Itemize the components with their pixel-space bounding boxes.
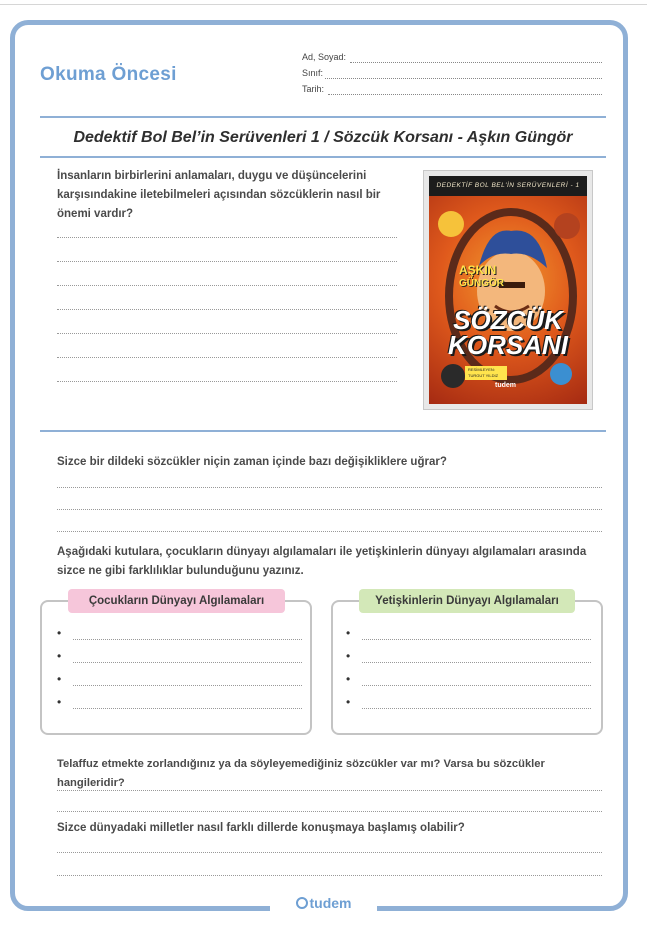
answer-line[interactable] — [57, 357, 397, 358]
bullet: • — [57, 626, 62, 640]
list-item[interactable] — [346, 697, 591, 720]
question-3: Aşağıdaki kutulara, çocukların dünyayı algılamaları ile yetişkinlerin dünyayı algılamaları arasında sizce ne gibi farklılıklar bulunduğunu yazınız. — [57, 546, 587, 577]
book-cover-art — [429, 176, 587, 404]
list-item[interactable] — [346, 674, 591, 697]
question-5: Sizce dünyadaki milletler nasıl farklı dillerde konuşmaya başlamış olabilir? — [57, 822, 465, 834]
answer-lines-1[interactable] — [57, 237, 397, 405]
bullet: • — [57, 649, 62, 663]
bullet: • — [57, 695, 62, 709]
answer-line[interactable] — [73, 662, 302, 663]
top-divider — [0, 4, 647, 5]
list-item[interactable] — [57, 628, 302, 651]
answer-line[interactable] — [57, 487, 602, 488]
cover-illustration — [429, 196, 587, 404]
class-field[interactable] — [325, 78, 602, 79]
answer-line[interactable] — [57, 790, 602, 791]
class-label: Sınıf: — [302, 68, 324, 78]
question-1: İnsanların birbirlerini anlamaları, duygu ve düşüncelerini karşısındakine iletebilmeleri açısından sözcüklerin nasıl bir önemi vardır? — [57, 170, 381, 220]
cover-illustrator: RESİMLEYEN: TURGUT YILDIZ — [465, 366, 507, 380]
bullet: • — [346, 626, 351, 640]
list-item[interactable] — [57, 674, 302, 697]
answer-line[interactable] — [73, 639, 302, 640]
cover-author-last: GÜNGÖR — [459, 278, 504, 289]
children-box-label: Çocukların Dünyayı Algılamaları — [68, 589, 285, 613]
name-field[interactable] — [350, 62, 602, 63]
header-divider — [40, 116, 606, 118]
title-divider — [40, 156, 606, 158]
answer-line[interactable] — [57, 381, 397, 382]
cover-author-first: AŞKIN — [459, 263, 497, 277]
answer-line[interactable] — [73, 685, 302, 686]
cover-series: DEDEKTİF BOL BEL'İN SERÜVENLERİ - 1 — [429, 176, 587, 196]
cover-title-line2: KORSANI — [448, 330, 568, 360]
adults-list — [346, 628, 591, 720]
answer-line[interactable] — [57, 285, 397, 286]
book-cover — [423, 170, 593, 410]
answer-line[interactable] — [362, 685, 591, 686]
answer-line[interactable] — [57, 875, 602, 876]
date-label: Tarih: — [302, 84, 325, 94]
bullet: • — [346, 672, 351, 686]
book-title: Dedektif Bol Bel’in Serüvenleri 1 / Sözcük Korsanı - Aşkın Güngör — [73, 129, 573, 146]
answer-line[interactable] — [362, 708, 591, 709]
children-list — [57, 628, 302, 720]
list-item[interactable] — [346, 628, 591, 651]
answer-line[interactable] — [57, 531, 602, 532]
section-divider — [40, 430, 606, 432]
answer-line[interactable] — [73, 708, 302, 709]
answer-line[interactable] — [57, 261, 397, 262]
answer-line[interactable] — [57, 333, 397, 334]
answer-line[interactable] — [57, 509, 602, 510]
bullet: • — [57, 672, 62, 686]
adults-box-label: Yetişkinlerin Dünyayı Algılamaları — [359, 589, 575, 613]
publisher-logo-text: tudem — [309, 895, 352, 911]
answer-line[interactable] — [362, 662, 591, 663]
question-4: Telaffuz etmekte zorlandığınız ya da söyleyemediğiniz sözcükler var mı? Varsa bu sözcükler hangileridir? — [57, 758, 545, 789]
name-label: Ad, Soyad: — [302, 52, 347, 62]
cover-title-line1: SÖZCÜK — [453, 305, 563, 335]
answer-line[interactable] — [57, 309, 397, 310]
answer-line[interactable] — [362, 639, 591, 640]
date-field[interactable] — [328, 94, 602, 95]
bullet: • — [346, 649, 351, 663]
answer-line[interactable] — [57, 852, 602, 853]
bullet: • — [346, 695, 351, 709]
list-item[interactable] — [57, 697, 302, 720]
section-title: Okuma Öncesi — [40, 64, 177, 85]
answer-line[interactable] — [57, 237, 397, 238]
question-2: Sizce bir dildeki sözcükler niçin zaman içinde bazı değişikliklere uğrar? — [57, 456, 447, 468]
tudem-logo-icon — [296, 897, 308, 909]
cover-publisher: tudem — [495, 382, 516, 389]
list-item[interactable] — [346, 651, 591, 674]
list-item[interactable] — [57, 651, 302, 674]
publisher-logo — [0, 895, 647, 911]
answer-line[interactable] — [57, 811, 602, 812]
